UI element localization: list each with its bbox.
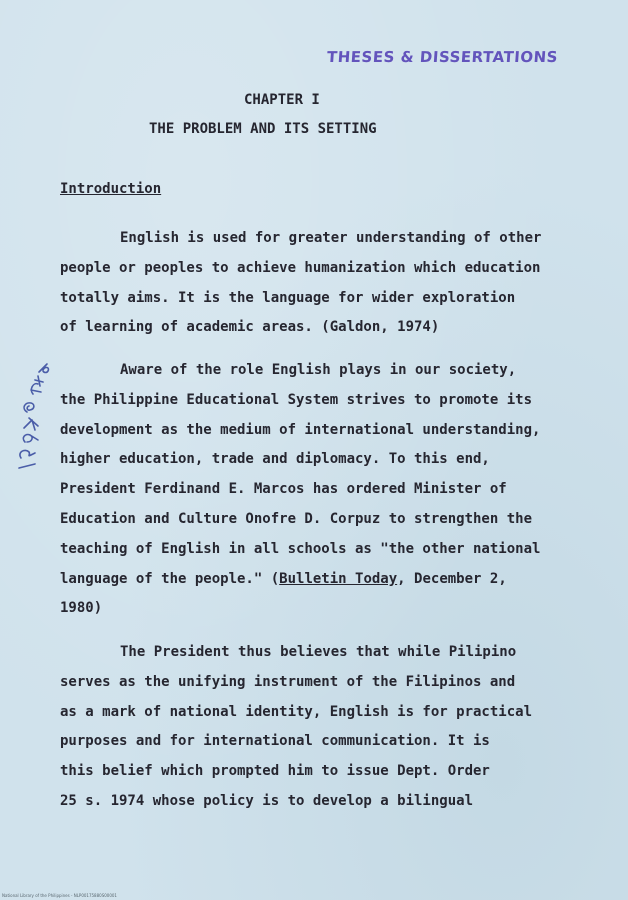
paragraph-line: Aware of the role English plays in our society, bbox=[120, 362, 517, 378]
paragraph-line: 25 s. 1974 whose policy is to develop a bilingual bbox=[60, 792, 474, 809]
footer-watermark: National Library of the Philippines - NLP00175880S00001 bbox=[2, 893, 117, 898]
paragraph-line: the Philippine Educational System strives to promote its bbox=[60, 391, 533, 408]
paragraph-line: development as the medium of international understanding, bbox=[60, 421, 541, 438]
footer-strip bbox=[0, 886, 628, 900]
handwritten-accession-note bbox=[5, 360, 85, 480]
chapter-title: THE PROBLEM AND ITS SETTING bbox=[149, 121, 377, 137]
paragraph-line: as a mark of national identity, English is for practical bbox=[60, 703, 533, 720]
paragraph-line: higher education, trade and diplomacy. To this end, bbox=[60, 451, 490, 468]
paragraph-line: of learning of academic areas. (Galdon, 1974) bbox=[60, 319, 440, 336]
paragraph-1 bbox=[60, 224, 541, 343]
paragraph-line: 1980) bbox=[60, 600, 103, 617]
paragraph-2 bbox=[60, 356, 540, 624]
paragraph-line: The President thus believes that while Pilipino bbox=[120, 644, 517, 660]
paragraph-line: teaching of English in all schools as "the other national bbox=[60, 540, 541, 557]
paragraph-line: Education and Culture Onofre D. Corpuz to strengthen the bbox=[60, 510, 533, 527]
paragraph-line: serves as the unifying instrument of the Filipinos and bbox=[60, 673, 516, 690]
paragraph-3 bbox=[60, 638, 532, 817]
section-heading-introduction: Introduction bbox=[60, 181, 162, 197]
paragraph-line: totally aims. It is the language for wider exploration bbox=[60, 289, 516, 306]
chapter-number: CHAPTER I bbox=[244, 92, 320, 108]
paragraph-line: people or peoples to achieve humanization which education bbox=[60, 259, 541, 276]
citation-date: , December 2, bbox=[397, 570, 507, 587]
paragraph-line: English is used for greater understanding of other bbox=[120, 230, 542, 246]
paragraph-line: President Ferdinand E. Marcos has ordered Minister of bbox=[60, 481, 507, 498]
paragraph-line bbox=[60, 565, 540, 595]
theses-dissertations-stamp: THESES & DISSERTATIONS bbox=[326, 48, 559, 66]
paragraph-line: purposes and for international communication. It is bbox=[60, 733, 490, 750]
paragraph-line: this belief which prompted him to issue Dept. Order bbox=[60, 763, 490, 780]
paragraph-line-start: language of the people." ( bbox=[60, 570, 280, 587]
citation-source: Bulletin Today bbox=[279, 570, 398, 587]
